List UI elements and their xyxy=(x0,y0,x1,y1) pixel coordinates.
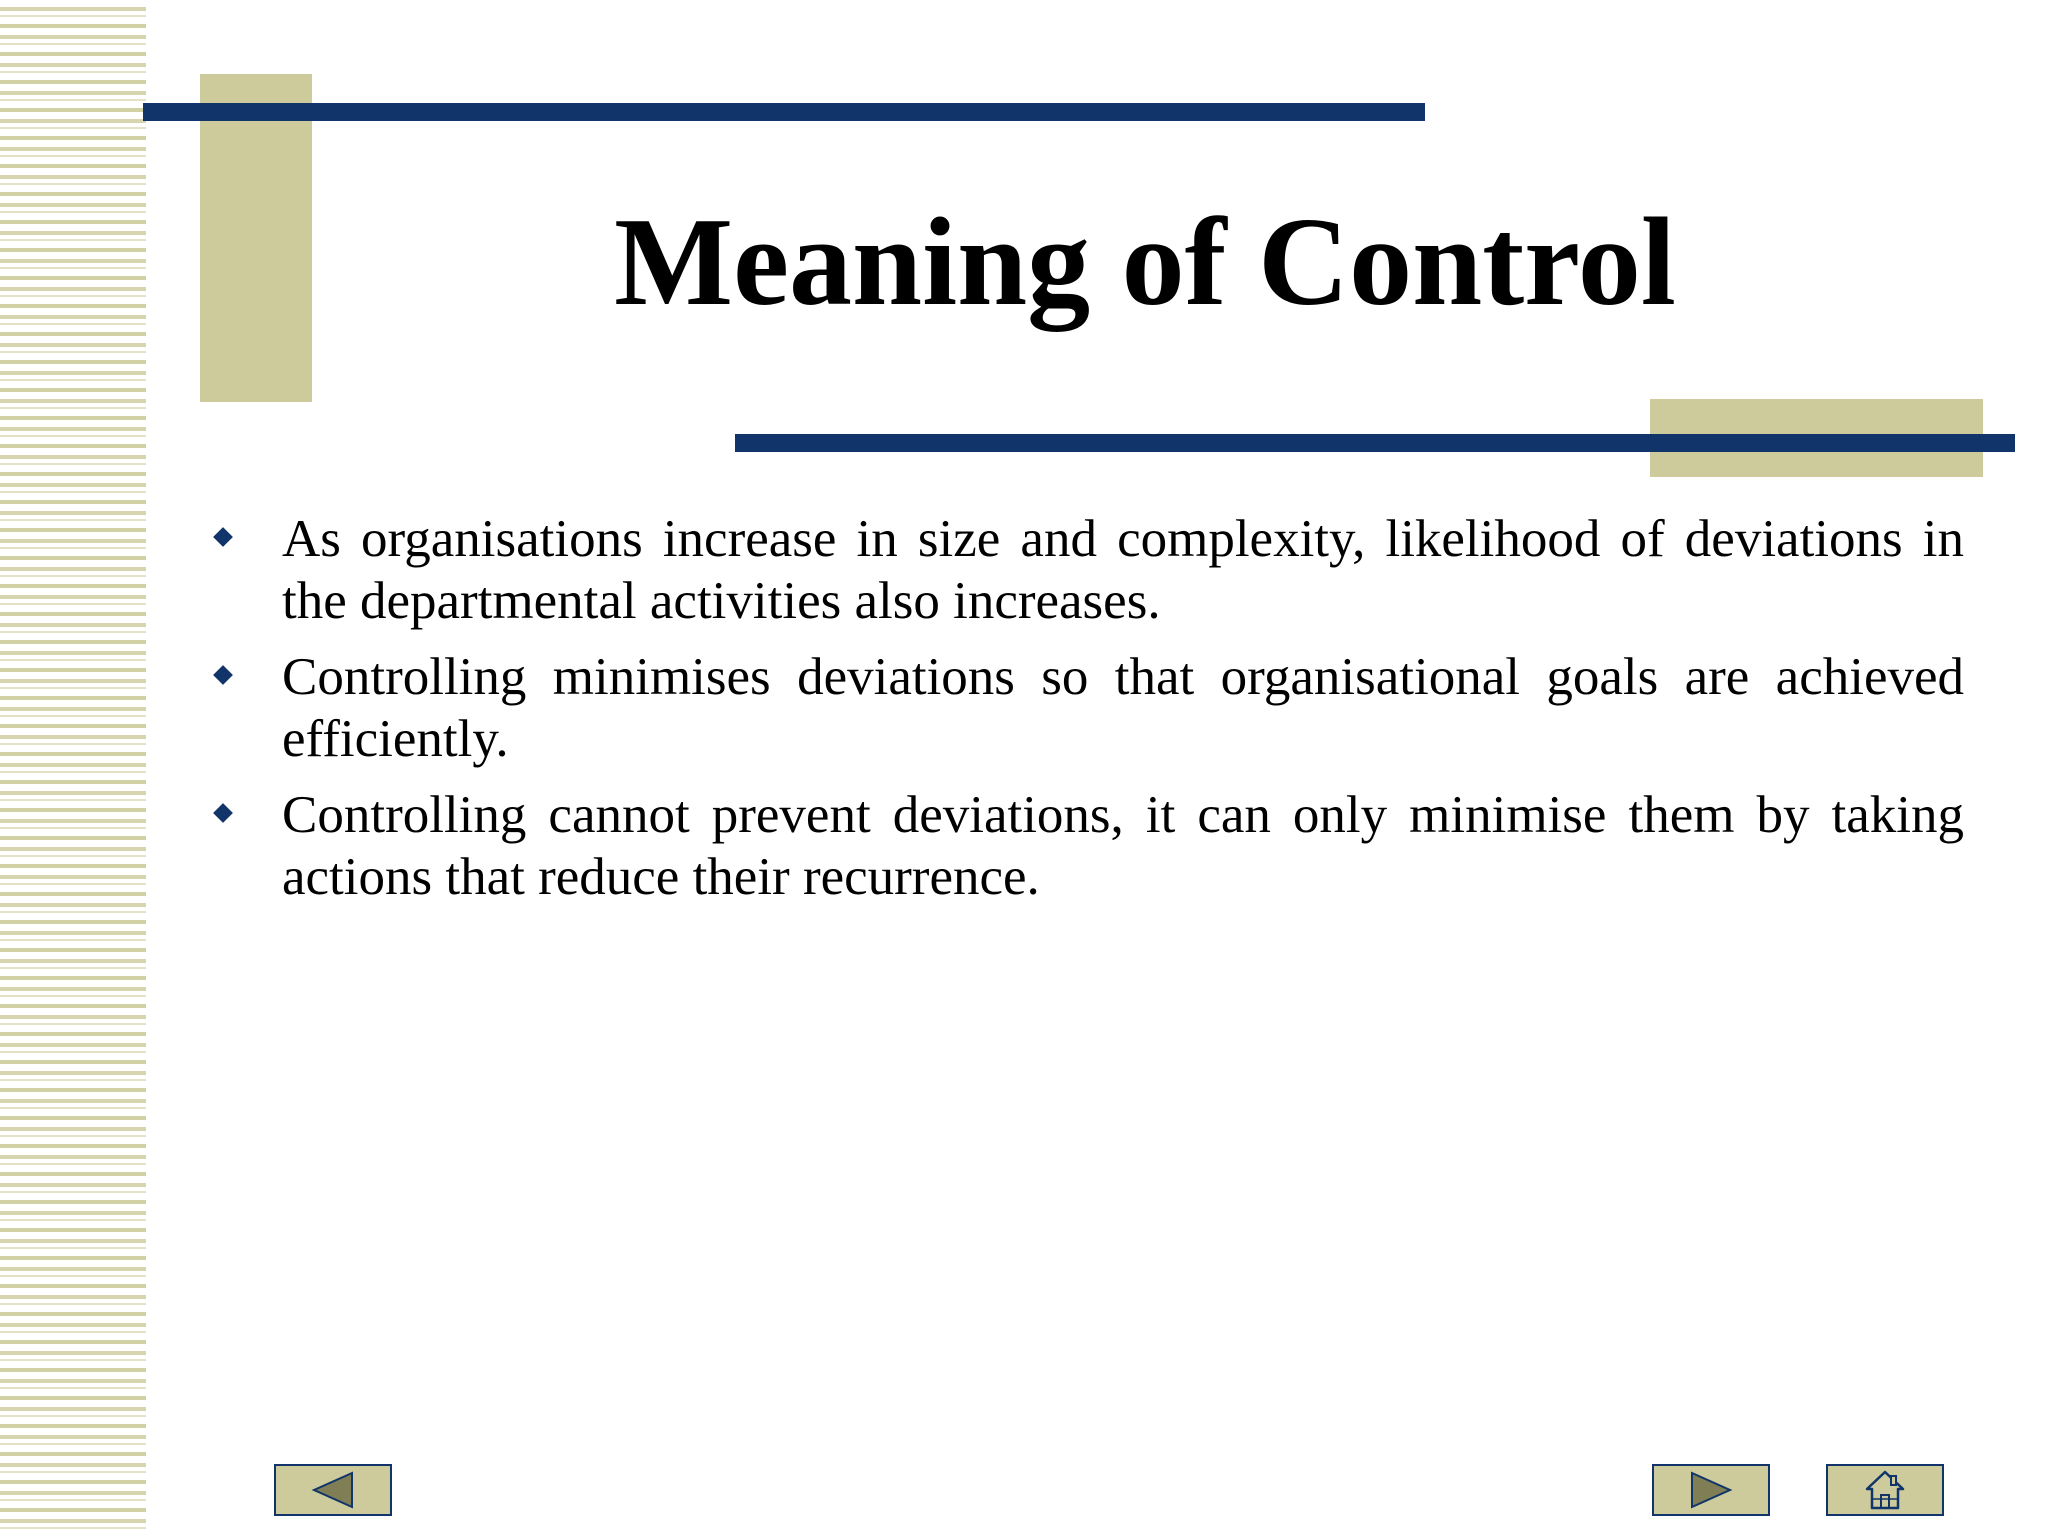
bullet-item xyxy=(204,508,1964,632)
slide-title: Meaning of Control xyxy=(614,193,1676,332)
decorative-rule-bottom xyxy=(735,434,2015,452)
diamond-bullet-icon xyxy=(213,527,233,547)
diamond-bullet-icon xyxy=(213,803,233,823)
next-slide-button[interactable] xyxy=(1652,1464,1770,1516)
diamond-bullet-icon xyxy=(213,665,233,685)
decorative-rule-top xyxy=(143,103,1425,121)
bullet-text: As organisations increase in size and complexity, likelihood of deviations in the departmental activities also increases. xyxy=(282,510,1964,630)
bullet-text: Controlling cannot prevent deviations, it can only minimise them by taking actions that reduce their recurrence. xyxy=(282,786,1964,906)
house-icon xyxy=(1863,1469,1907,1511)
striped-side-border xyxy=(0,0,146,1536)
home-button[interactable] xyxy=(1826,1464,1944,1516)
bullet-list xyxy=(204,508,1964,922)
bullet-item xyxy=(204,784,1964,908)
previous-slide-button[interactable] xyxy=(274,1464,392,1516)
triangle-right-icon xyxy=(1686,1470,1736,1510)
triangle-left-icon xyxy=(308,1470,358,1510)
bullet-item xyxy=(204,646,1964,770)
bullet-text: Controlling minimises deviations so that organisational goals are achieved efficiently. xyxy=(282,648,1964,768)
decorative-tan-block-left xyxy=(200,74,312,402)
